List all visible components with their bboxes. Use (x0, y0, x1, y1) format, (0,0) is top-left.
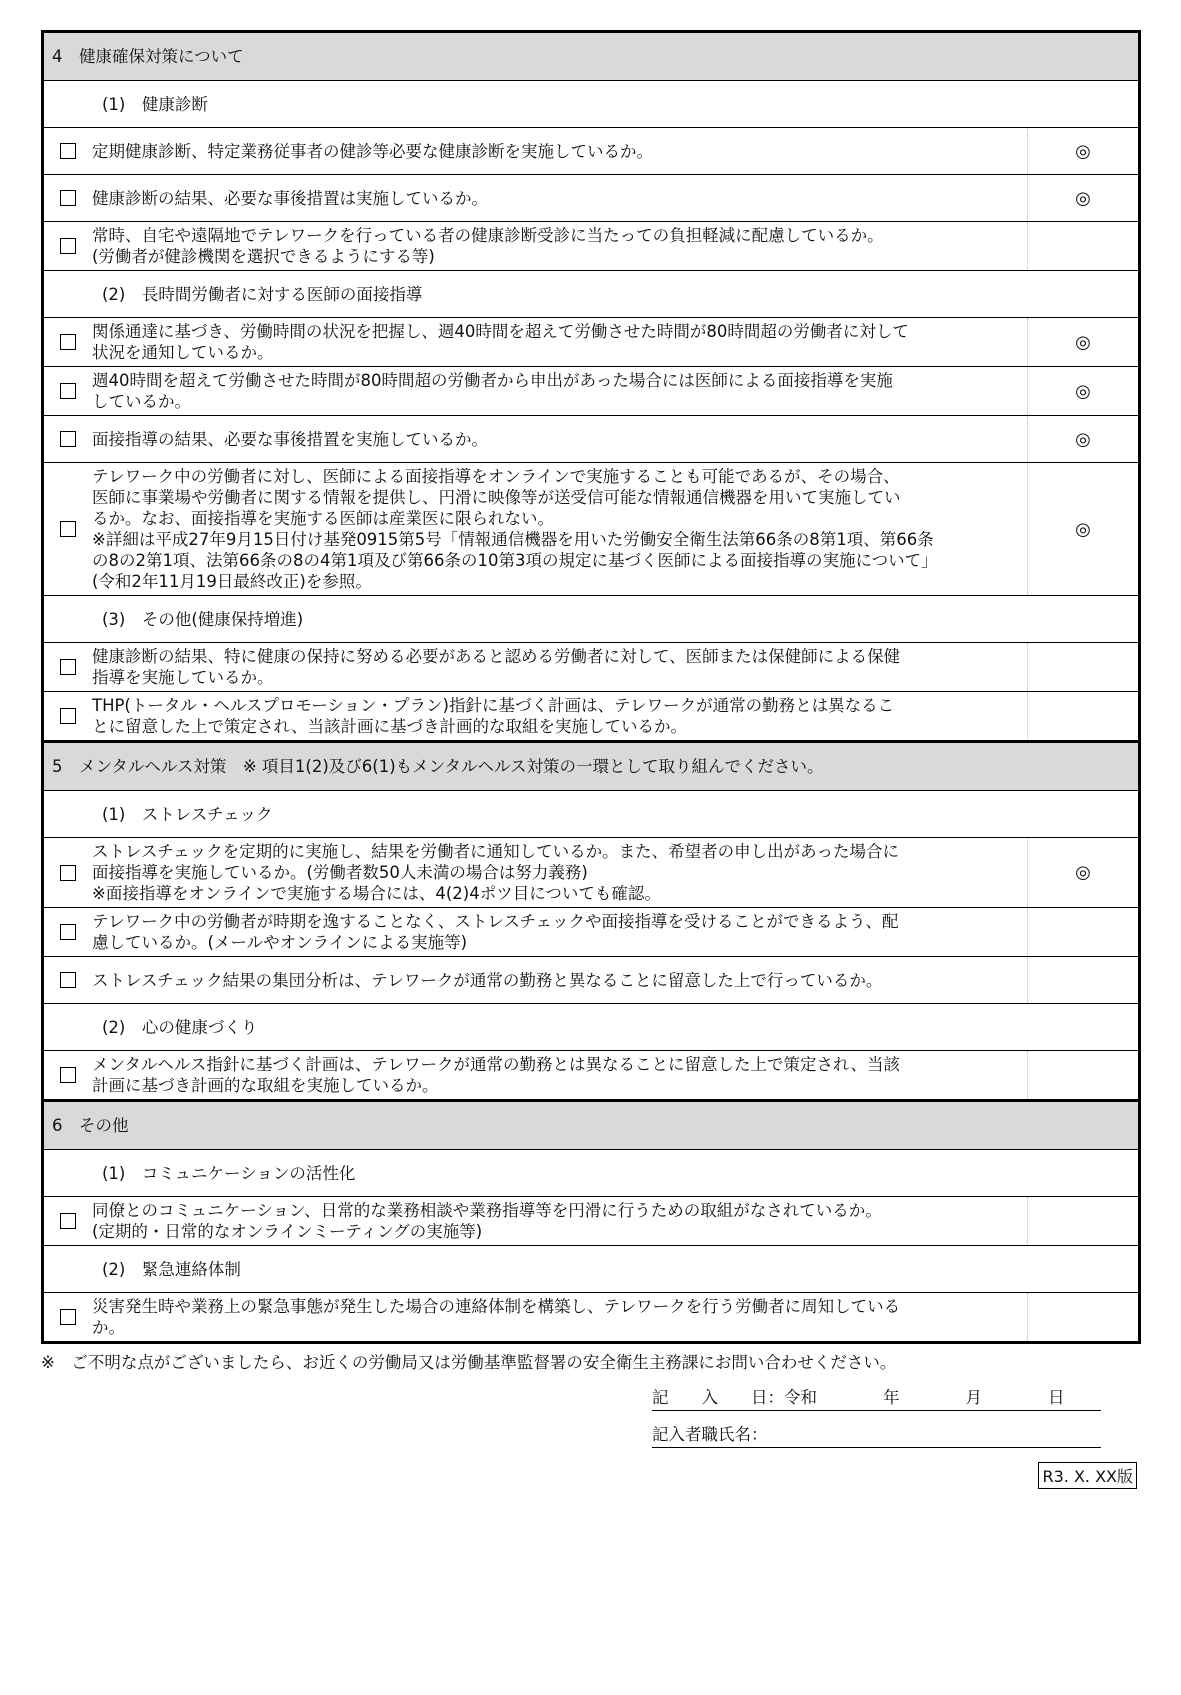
text-line: か。 (92, 1318, 125, 1337)
checklist-item (44, 1292, 1138, 1341)
required-mark-icon: ◎ (1027, 128, 1138, 174)
checkbox-icon (60, 865, 76, 881)
section-4 (41, 30, 1141, 743)
text-line: 週40時間を超えて労働させた時間が80時間超の労働者から申出があった場合には医師による面接指導を実施 (92, 371, 893, 390)
subsection-header (44, 790, 1138, 837)
text-line: の8の2第1項、法第66条の8の4第1項及び第66条の10第3項の規定に基づく医師による面接指導の実施について」 (92, 551, 938, 570)
checkbox[interactable] (44, 334, 92, 350)
checklist-item (44, 462, 1138, 595)
checkbox-icon (60, 431, 76, 447)
text-line: 関係通達に基づき、労働時間の状況を把握し、週40時間を超えて労働させた時間が80時間超の労働者に対して (92, 322, 909, 341)
checkbox-icon (60, 334, 76, 350)
checkbox[interactable] (44, 190, 92, 206)
checkbox-icon (60, 659, 76, 675)
item-text (92, 1054, 1022, 1096)
text-line: 5 メンタルヘルス対策 ※ 項目1(2)及び6(1)もメンタルヘルス対策の一環として取り組んでください。 (52, 757, 824, 776)
checkbox[interactable] (44, 708, 92, 724)
section-header (44, 743, 1138, 790)
checkbox[interactable] (44, 521, 92, 537)
checkbox-icon (60, 1309, 76, 1325)
item-text (92, 911, 1022, 953)
text-line: 慮しているか。(メールやオンラインによる実施等) (92, 933, 468, 952)
text-line: 健康診断の結果、特に健康の保持に努める必要があると認める労働者に対して、医師または保健師による保健 (92, 647, 901, 666)
checkbox[interactable] (44, 972, 92, 988)
item-text (44, 1163, 1022, 1184)
required-mark-icon (1027, 222, 1138, 270)
checkbox-icon (60, 143, 76, 159)
checkbox-icon (60, 924, 76, 940)
required-mark-icon (1027, 643, 1138, 691)
checklist-item (44, 317, 1138, 366)
required-mark-icon (1027, 1051, 1138, 1099)
required-mark-icon: ◎ (1027, 463, 1138, 595)
item-text (92, 370, 1022, 412)
checklist-item (44, 907, 1138, 956)
text-line: (2) 心の健康づくり (102, 1017, 258, 1037)
checklist-item (44, 415, 1138, 462)
checklist-item (44, 1050, 1138, 1099)
page-content (41, 30, 1141, 1489)
text-line: テレワーク中の労働者に対し、医師による面接指導をオンラインで実施することも可能であるが、その場合、 (92, 467, 900, 486)
checkbox-icon (60, 1067, 76, 1083)
item-text (92, 141, 1022, 162)
checkbox-icon (60, 238, 76, 254)
text-line: (1) 健康診断 (102, 94, 208, 114)
checkbox[interactable] (44, 143, 92, 159)
checklist-item (44, 837, 1138, 907)
item-text (92, 429, 1022, 450)
checklist-item (44, 366, 1138, 415)
checkbox-icon (60, 190, 76, 206)
checkbox-icon (60, 972, 76, 988)
text-line: (労働者が健診機関を選択できるようにする等) (92, 247, 435, 266)
subsection-header (44, 1245, 1138, 1292)
text-line: (2) 長時間労働者に対する医師の面接指導 (102, 284, 423, 304)
item-text (92, 225, 1022, 267)
checkbox[interactable] (44, 924, 92, 940)
item-text (44, 284, 1022, 305)
required-mark-icon (1027, 908, 1138, 956)
item-text (44, 1259, 1022, 1280)
text-line: とに留意した上で策定され、当該計画に基づき計画的な取組を実施しているか。 (92, 717, 687, 736)
subsection-header (44, 1003, 1138, 1050)
checkbox[interactable] (44, 431, 92, 447)
item-text (92, 466, 1022, 592)
text-line: ストレスチェック結果の集団分析は、テレワークが通常の勤務と異なることに留意した上で行っているか。 (92, 970, 883, 990)
checkbox[interactable] (44, 238, 92, 254)
text-line: 4 健康確保対策について (52, 47, 244, 66)
text-line: (3) その他(健康保持増進) (102, 609, 304, 629)
footer-note: ※ ご不明な点がございましたら、お近くの労働局又は労働基準監督署の安全衛生主務課にお問い合わせください。 (41, 1353, 897, 1372)
text-line: ※面接指導をオンラインで実施する場合には、4(2)4ポツ目についても確認。 (92, 884, 661, 903)
required-mark-icon (1027, 957, 1138, 1003)
text-line: 状況を通知しているか。 (92, 343, 274, 362)
item-text (92, 970, 1022, 991)
checklist-item (44, 127, 1138, 174)
checkbox[interactable] (44, 1309, 92, 1325)
checkbox-icon (60, 521, 76, 537)
checklist (41, 30, 1141, 1344)
text-line: 災害発生時や業務上の緊急事態が発生した場合の連絡体制を構築し、テレワークを行う労働者に周知している (92, 1297, 901, 1316)
text-line: 健康診断の結果、必要な事後措置は実施しているか。 (92, 188, 488, 208)
checklist-item (44, 691, 1138, 740)
subsection-header (44, 270, 1138, 317)
checklist-item (44, 221, 1138, 270)
item-text (44, 609, 1022, 630)
required-mark-icon (1027, 692, 1138, 740)
checkbox[interactable] (44, 659, 92, 675)
item-text (92, 1200, 1022, 1242)
text-line: ストレスチェックを定期的に実施し、結果を労働者に通知しているか。また、希望者の申し出があった場合に (92, 842, 900, 861)
checklist-item (44, 642, 1138, 691)
text-line: テレワーク中の労働者が時期を逸することなく、ストレスチェックや面接指導を受けることができるよう、配 (92, 912, 899, 931)
item-text (92, 695, 1022, 737)
checklist-item (44, 174, 1138, 221)
checklist-item (44, 956, 1138, 1003)
text-line: 同僚とのコミュニケーション、日常的な業務相談や業務指導等を円滑に行うための取組がなされているか。 (92, 1201, 882, 1220)
text-line: 常時、自宅や遠隔地でテレワークを行っている者の健康診断受診に当たっての負担軽減に配慮しているか。 (92, 226, 884, 245)
section-header (44, 1102, 1138, 1149)
text-line: 指導を実施しているか。 (92, 668, 274, 687)
text-line: しているか。 (92, 392, 191, 411)
item-text (44, 804, 1022, 825)
item-text (92, 841, 1022, 904)
version-label: R3. X. XX版 (1038, 1462, 1137, 1489)
item-text (52, 46, 1132, 67)
checkbox[interactable] (44, 865, 92, 881)
text-line: メンタルヘルス指針に基づく計画は、テレワークが通常の勤務とは異なることに留意した上で策定され、当該 (92, 1055, 901, 1074)
text-line: 計画に基づき計画的な取組を実施しているか。 (92, 1076, 439, 1095)
item-text (52, 756, 1132, 777)
text-line: (2) 緊急連絡体制 (102, 1259, 241, 1279)
checkbox-icon (60, 383, 76, 399)
checkbox[interactable] (44, 1213, 92, 1229)
text-line: 6 その他 (52, 1116, 129, 1135)
subsection-header (44, 595, 1138, 642)
required-mark-icon (1027, 1197, 1138, 1245)
text-line: (定期的・日常的なオンラインミーティングの実施等) (92, 1222, 483, 1241)
checklist-item (44, 1196, 1138, 1245)
item-text (92, 646, 1022, 688)
required-mark-icon (1027, 1293, 1138, 1341)
item-text (92, 1296, 1022, 1338)
item-text (52, 1115, 1132, 1136)
text-line: 医師に事業場や労働者に関する情報を提供し、円滑に映像等が送受信可能な情報通信機器を用いて実施してい (92, 488, 901, 507)
item-text (92, 188, 1022, 209)
text-line: (1) ストレスチェック (102, 804, 273, 824)
required-mark-icon: ◎ (1027, 416, 1138, 462)
text-line: 面接指導を実施しているか。(労働者数50人未満の場合は努力義務) (92, 863, 588, 882)
section-5 (41, 740, 1141, 1102)
checkbox-icon (60, 1213, 76, 1229)
section-header (44, 33, 1138, 80)
text-line: るか。なお、面接指導を実施する医師は産業医に限られない。 (92, 509, 554, 528)
subsection-header (44, 80, 1138, 127)
required-mark-icon: ◎ (1027, 838, 1138, 907)
version-container (41, 1462, 1141, 1489)
checkbox[interactable] (44, 383, 92, 399)
text-line: (1) コミュニケーションの活性化 (102, 1163, 356, 1183)
section-6 (41, 1099, 1141, 1344)
checkbox-icon (60, 708, 76, 724)
text-line: 面接指導の結果、必要な事後措置を実施しているか。 (92, 429, 488, 449)
text-line: (令和2年11月19日最終改正)を参照。 (92, 572, 372, 591)
subsection-header (44, 1149, 1138, 1196)
item-text (92, 321, 1022, 363)
required-mark-icon: ◎ (1027, 367, 1138, 415)
entrant-name-field[interactable]: 記入者職氏名： (652, 1425, 1101, 1448)
checkbox[interactable] (44, 1067, 92, 1083)
item-text (44, 1017, 1022, 1038)
item-text (44, 94, 1022, 115)
text-line: 定期健康診断、特定業務従事者の健診等必要な健康診断を実施しているか。 (92, 141, 653, 161)
required-mark-icon: ◎ (1027, 318, 1138, 366)
text-line: ※詳細は平成27年9月15日付け基発0915第5号「情報通信機器を用いた労働安全衛生法第66条の8第1項、第66条 (92, 530, 934, 549)
required-mark-icon: ◎ (1027, 175, 1138, 221)
entry-date-field[interactable]: 記 入 日：令和 年 月 日 (652, 1388, 1101, 1411)
text-line: THP(トータル・ヘルスプロモーション・プラン)指針に基づく計画は、テレワークが通常の勤務とは異なるこ (92, 696, 895, 715)
